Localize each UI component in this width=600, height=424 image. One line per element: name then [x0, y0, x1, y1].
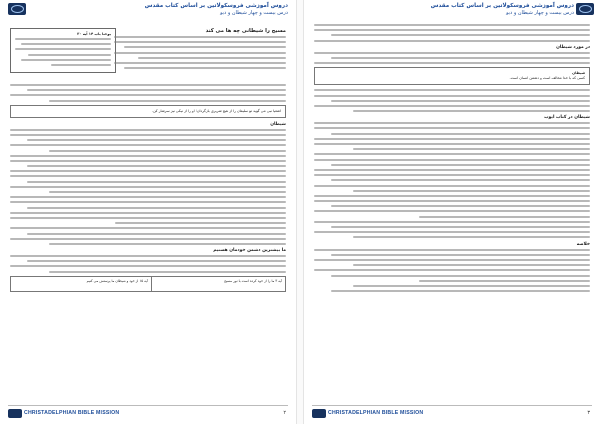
verse-table [10, 276, 286, 292]
page-footer [312, 405, 592, 420]
verse-table-cell-right: آیه ۱۵ از خود و شیطان ما پرستش می کنیم [11, 276, 152, 291]
header-title: دروس آموزشی فروسکولاتین بر اساس کتاب مقدس [430, 3, 574, 9]
right-page [304, 0, 600, 424]
section-title-enemy: ما بیشترین دشمن خودمان هستیم [213, 248, 286, 254]
mission-logo-icon [576, 3, 594, 15]
footer-logo-icon [312, 409, 326, 418]
footer-mission-name: CHRISTADELPHIAN BIBLE MISSION [328, 410, 424, 416]
section-title-job: شیطان در کتاب ایوب [544, 115, 590, 121]
left-page [0, 0, 296, 424]
definition-box-text: کسی که با خدا مخالف است و دشمن انسان است. [509, 76, 585, 81]
section-title-about-satan: در مورد شیطان [556, 44, 590, 50]
section-title: مسیح را شیطانی چه ها می کند [205, 28, 286, 34]
page-header [30, 3, 288, 21]
highlight-box [10, 105, 286, 118]
header-subtitle: درس بیست و چهار شیطان و دیو [506, 10, 574, 16]
footer-mission-name: CHRISTADELPHIAN BIBLE MISSION [24, 410, 120, 416]
page-footer [8, 405, 288, 420]
notes-title: خلاصه [576, 241, 590, 247]
highlight-box-text: اشعیا نبی می گوید تو سلیمان را از هیچ شریری بازگردان؛ او را از نیکی نیز سرشار کن. [152, 108, 281, 113]
page-header [312, 3, 574, 21]
footer-logo-icon [8, 409, 22, 418]
definition-box-header: شیطان [572, 71, 585, 76]
header-title: دروس آموزشی فروسکولاتین بر اساس کتاب مقدس [144, 3, 288, 9]
right-page-body [314, 24, 590, 400]
page-number: ۲ [283, 410, 286, 416]
mission-logo-icon [8, 3, 26, 15]
book-gutter [296, 0, 304, 424]
verse-table-cell-left: آیه ۳ ما را از خود کرده است با نور مسیح [151, 276, 285, 291]
definition-box [314, 67, 590, 85]
quote-box-reference: یوحنا باب ۱۴ آیه ۳۰ [77, 32, 111, 36]
left-page-body [10, 24, 286, 400]
section-title-shaytan: شیطان [270, 121, 286, 127]
page-number: ۳ [587, 410, 590, 416]
header-subtitle: درس بیست و چهار شیطان و دیو [220, 10, 288, 16]
intro-text [114, 28, 286, 69]
quote-box [10, 28, 116, 73]
